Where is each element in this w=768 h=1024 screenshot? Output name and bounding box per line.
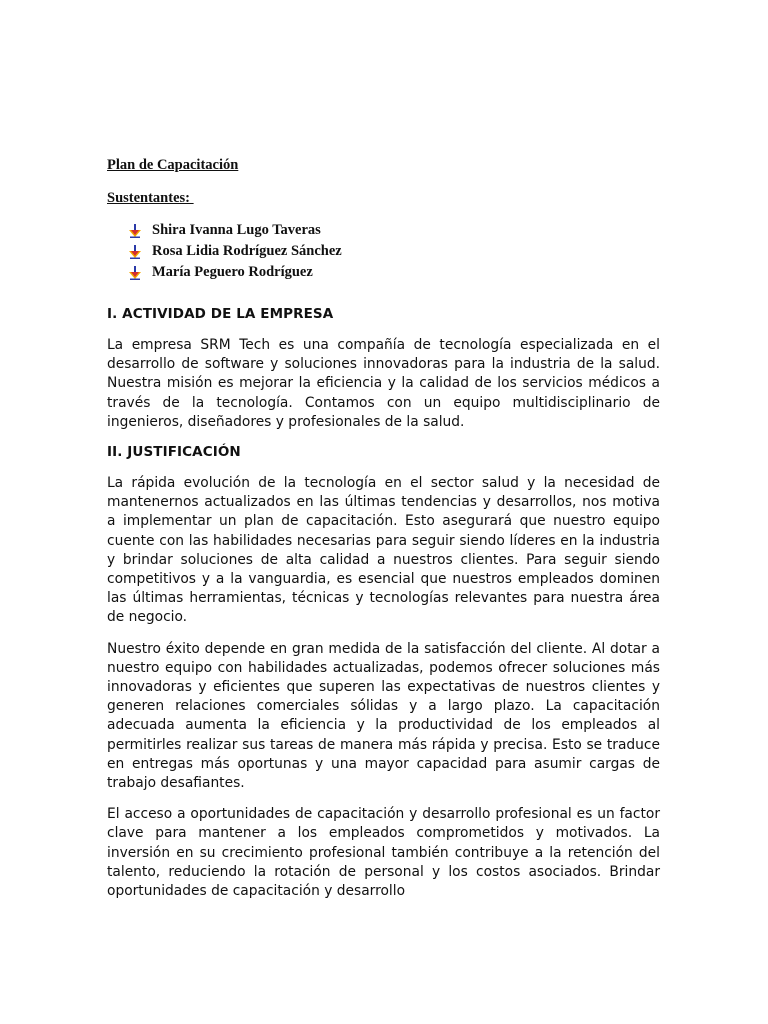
- paragraph-justificacion-2: Nuestro éxito depende en gran medida de la satisfacción del cliente. Al dotar a nuestro equipo con habilidades actualizadas, podemos ofrecer soluciones más innovadoras y eficientes que superen las expectativas de nuestros clientes y generen relaciones comerciales sólidas y a largo plazo. La capacitación adecuada aumenta la eficiencia y la productividad de los empleados al permitirles realizar sus tareas de manera más rápida y precisa. Esto se traduce en entregas más oportunas y una mayor capacidad para asumir cargas de trabajo desafiantes.: [107, 640, 660, 792]
- arrow-bullet-icon: [129, 266, 141, 280]
- author-name: Rosa Lidia Rodríguez Sánchez: [152, 243, 342, 259]
- paragraph-justificacion-3: El acceso a oportunidades de capacitación y desarrollo profesional es un factor clave para mantener a los empleados comprometidos y motivados. La inversión en su crecimiento profesional también contribuye a la retención del talento, reduciendo la rotación de personal y los costos asociados. Brindar oportunidades de capacitación y desarrollo: [107, 806, 660, 900]
- author-name: María Peguero Rodríguez: [152, 264, 313, 280]
- author-name: Shira Ivanna Lugo Taveras: [152, 222, 321, 238]
- document-page: [107, 155, 660, 901]
- sustentantes-label: Sustentantes:: [107, 190, 194, 206]
- arrow-bullet-icon: [129, 245, 141, 259]
- section-heading-actividad: I. ACTIVIDAD DE LA EMPRESA: [107, 306, 334, 322]
- arrow-bullet-icon: [129, 224, 141, 238]
- list-item: [129, 241, 660, 262]
- list-item: [129, 220, 660, 241]
- section-heading-justificacion: II. JUSTIFICACIÓN: [107, 444, 241, 461]
- document-title: Plan de Capacitación: [107, 157, 239, 173]
- authors-list: [107, 220, 660, 283]
- paragraph-actividad: La empresa SRM Tech es una compañía de tecnología especializada en el desarrollo de software y soluciones innovadoras para la industria de la salud. Nuestra misión es mejorar la eficiencia y la calidad de los servicios médicos a través de la tecnología. Contamos con un equipo multidisciplinario de ingenieros, diseñadores y profesionales de la salud.: [107, 337, 660, 430]
- paragraph-justificacion-1: La rápida evolución de la tecnología en el sector salud y la necesidad de mantenernos actualizados en las últimas tendencias y desarrollos, nos motiva a implementar un plan de capacitación. Esto asegurará que nuestro equipo cuente con las habilidades necesarias para seguir siendo líderes en la industria y brindar soluciones de alta calidad a nuestros clientes. Para seguir siendo competitivos y a la vanguardia, es esencial que nuestros empleados dominen las últimas herramientas, técnicas y tecnologías relevantes para nuestra área de negocio.: [107, 475, 660, 626]
- list-item: [129, 262, 660, 283]
